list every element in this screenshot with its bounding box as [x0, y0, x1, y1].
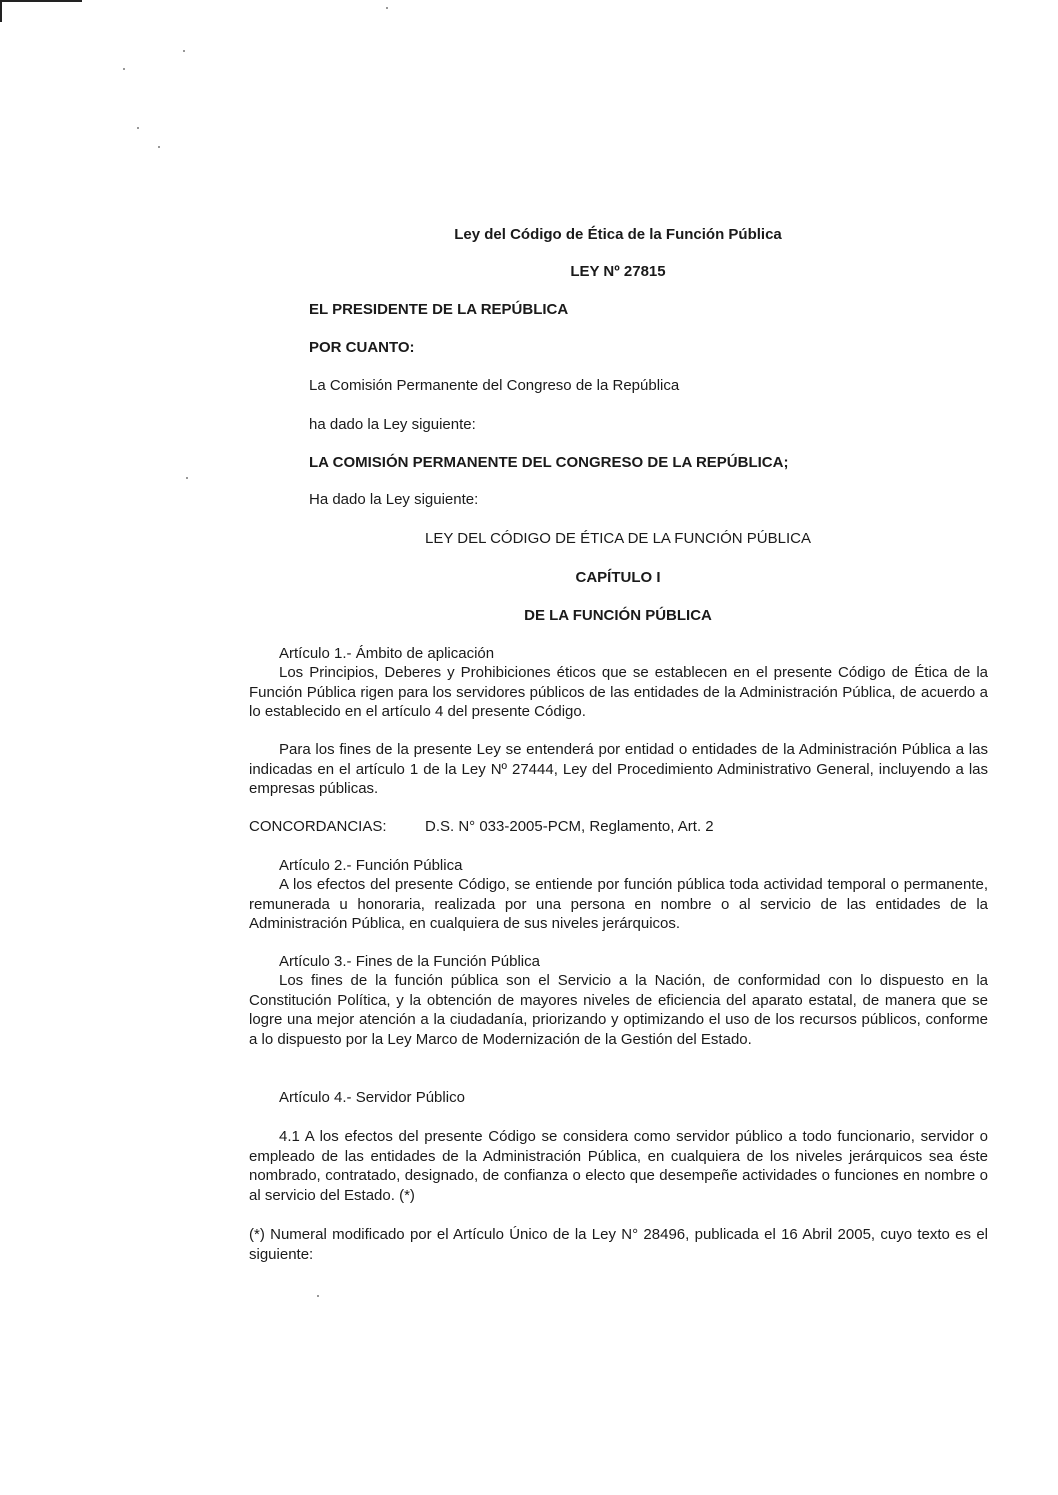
article-4-heading: Artículo 4.- Servidor Público — [279, 1089, 465, 1106]
article-3-paragraph-text: Los fines de la función pública son el Servicio a la Nación, de conformidad con lo dispuesto en la Constitución Política, y la obtención de mayores niveles de eficiencia del aparato estatal, de manera que se logre una mejor atención a la ciudadanía, priorizando y optimizando el uso de los recursos públicos, conforme a lo dispuesto por la Ley Marco de Modernización de la Gestión del Estado. — [249, 972, 988, 1048]
article-1-paragraph-1-text: Los Principios, Deberes y Prohibiciones éticos que se establecen en el presente Código de Ética de la Función Pública rigen para los servidores públicos de las entidades de la Administración Pública, de acuerdo a lo establecido en el artículo 4 del presente Código. — [249, 664, 988, 720]
article-4-paragraph — [249, 1127, 988, 1205]
scan-speck — [123, 68, 125, 70]
modification-note: (*) Numeral modificado por el Artículo Único de la Ley N° 28496, publicada el 16 Abril 2005, cuyo texto es el siguiente: — [249, 1226, 988, 1263]
scan-corner-mark-vertical — [0, 0, 2, 22]
document-title: Ley del Código de Ética de la Función Pública — [454, 226, 782, 243]
scan-speck — [183, 50, 185, 52]
article-2-paragraph-text: A los efectos del presente Código, se entiende por función pública toda actividad temporal o permanente, remunerada u honoraria, realizada por una persona en nombre o al servicio de las entidades de la Administración Pública, en cualquiera de sus niveles jerárquicos. — [249, 876, 988, 932]
commission-heading: LA COMISIÓN PERMANENTE DEL CONGRESO DE LA REPÚBLICA; — [309, 454, 789, 471]
law-title-caps: LEY DEL CÓDIGO DE ÉTICA DE LA FUNCIÓN PÚBLICA — [425, 530, 811, 547]
ha-dado-line-1: ha dado la Ley siguiente: — [309, 416, 476, 433]
article-4-paragraph-text: 4.1 A los efectos del presente Código se considera como servidor público a todo funcionario, servidor o empleado de las entidades de la Administración Pública, en cualquiera de los niveles jerárquicos sea éste nombrado, contratado, designado, de confianza o electo que desempeñe actividades o funciones en nombre o al servicio del Estado. (*) — [249, 1128, 988, 1204]
article-2-paragraph — [249, 875, 988, 934]
scan-speck — [158, 146, 160, 148]
chapter-number: CAPÍTULO I — [575, 569, 661, 586]
article-1-paragraph-1 — [249, 663, 988, 722]
ha-dado-line-2: Ha dado la Ley siguiente: — [309, 491, 479, 508]
por-cuanto-heading: POR CUANTO: — [309, 339, 415, 356]
chapter-title: DE LA FUNCIÓN PÚBLICA — [524, 607, 712, 624]
article-1-heading: Artículo 1.- Ámbito de aplicación — [279, 645, 495, 662]
president-heading: EL PRESIDENTE DE LA REPÚBLICA — [309, 301, 569, 318]
article-1-paragraph-2-text: Para los fines de la presente Ley se entenderá por entidad o entidades de la Administración Pública a las indicadas en el artículo 1 de la Ley Nº 27444, Ley del Procedimiento Administrativo General, incluyendo a las empresas públicas. — [249, 741, 988, 797]
law-number: LEY Nº 27815 — [570, 263, 666, 280]
scan-corner-mark-horizontal — [0, 0, 82, 2]
concordancias-label: CONCORDANCIAS: — [249, 818, 387, 835]
article-1-paragraph-2 — [249, 740, 988, 799]
scan-speck — [386, 7, 388, 9]
scan-speck — [137, 127, 139, 129]
article-3-paragraph — [249, 971, 988, 1049]
scan-speck — [186, 477, 188, 479]
concordancias-value: D.S. N° 033-2005-PCM, Reglamento, Art. 2 — [425, 818, 714, 835]
scan-speck — [317, 1295, 319, 1297]
article-2-heading: Artículo 2.- Función Pública — [279, 857, 463, 874]
commission-line: La Comisión Permanente del Congreso de la República — [309, 377, 680, 394]
article-3-heading: Artículo 3.- Fines de la Función Pública — [279, 953, 540, 970]
